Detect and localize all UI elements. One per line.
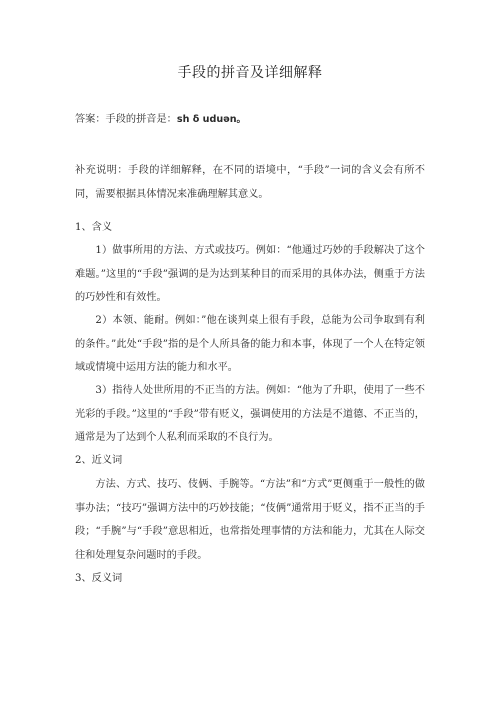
section-heading-meaning: 1、含义	[75, 222, 113, 233]
document-title: 手段的拼音及详细解释	[177, 65, 323, 81]
answer-prefix: 答案：手段的拼音是：	[75, 114, 177, 125]
section-heading-synonyms: 2、近义词	[75, 455, 123, 466]
meaning-item-3: 3）指待人处世所用的不正当的方法。例如：“他为了升职，使用了一些不光彩的手段。”这里的“手段”带有贬义，强调使用的方法是不道德、不正当的，通常是为了达到个人私利而采取的不良行为。	[75, 385, 425, 443]
meaning-item-2: 2）本领、能耐。例如：”他在谈判桌上很有手段，总能为公司争取到有利的条件。”此处“手段”指的是个人所具备的能力和本事，体现了一个人在特定领域或情境中运用方法的能力和水平。	[75, 315, 425, 373]
meaning-item-1: 1）做事所用的方法、方式或技巧。例如：“他通过巧妙的手段解决了这个难题。”这里的“手段”强调的是为达到某种目的而采用的具体办法，侧重于方法的巧妙性和有效性。	[75, 245, 425, 303]
section-heading-antonyms: 3、反义词	[75, 573, 123, 584]
synonyms-paragraph: 方法、方式、技巧、伎俩、手腕等。“方法”和“方式”更侧重于一般性的做事办法；“技巧”强调方法中的巧妙技能；“伎俩”通常用于贬义，指不正当的手段；“手腕”与“手段”意思相近，也常指处理事情的方法和能力，尤其在人际交往和处理复杂问题时的手段。	[75, 479, 425, 561]
answer-pinyin: sh δ uduən。	[176, 114, 247, 125]
answer-paragraph	[75, 108, 425, 132]
supplement-paragraph: 补充说明：手段的详细解释，在不同的语境中，“手段”一词的含义会有所不同，需要根据具体情况来准确理解其意义。	[75, 165, 425, 200]
